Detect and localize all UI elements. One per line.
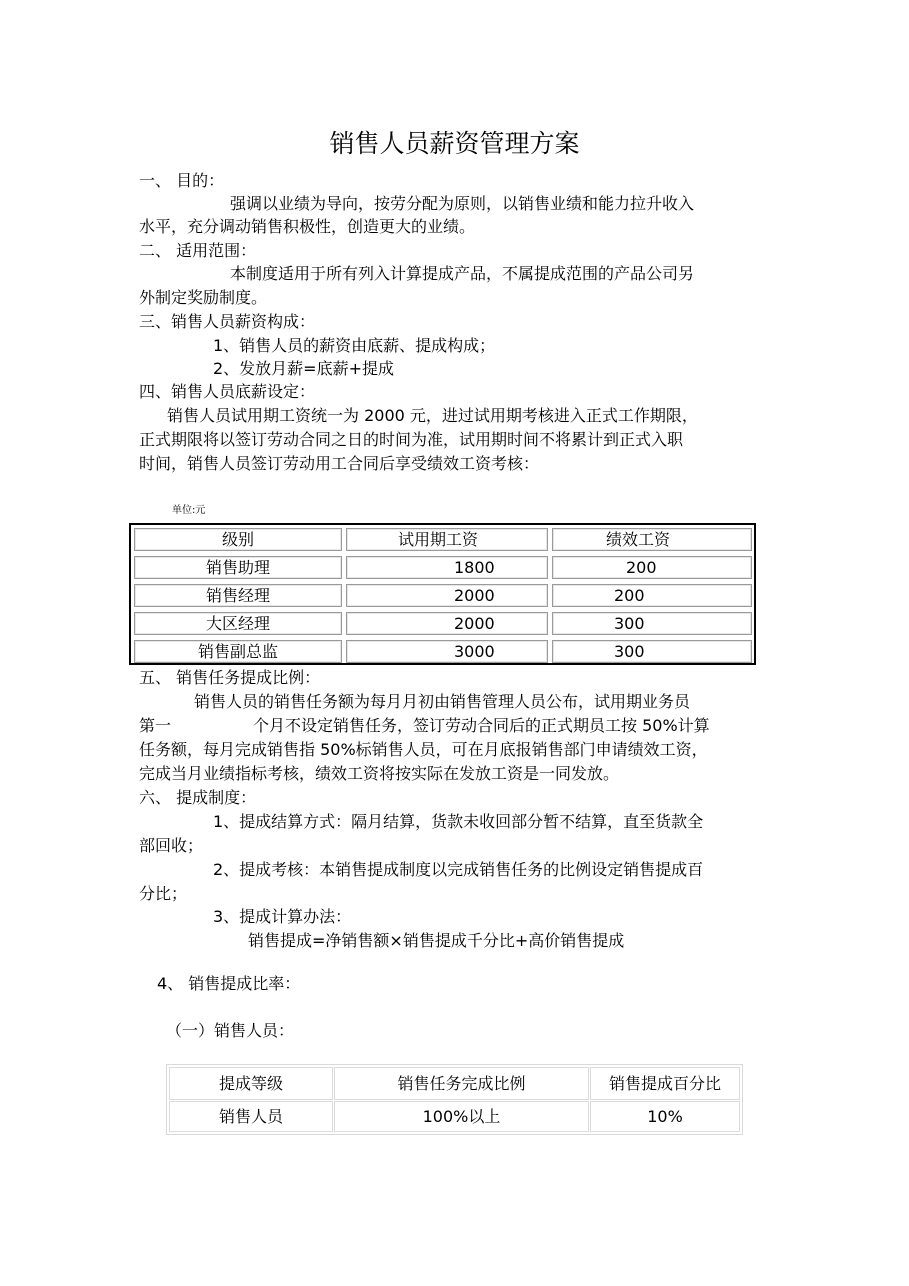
section-5-line-4: 完成当月业绩指标考核，绩效工资将按实际在发放工资是一同发放。 (139, 764, 620, 783)
header-performance-salary: 绩效工资 (552, 528, 752, 551)
header-task-completion: 销售任务完成比例 (334, 1067, 589, 1100)
table-unit-label: 单位:元 (172, 505, 206, 516)
section-4-line-2: 正式期限将以签订劳动合同之日的时间为准，试用期时间不将累计到正式入职 (139, 430, 684, 449)
cell-level: 销售助理 (134, 556, 342, 579)
header-commission-level: 提成等级 (169, 1067, 333, 1100)
section-5-line-2a: 第一 (139, 716, 172, 735)
section-5-heading: 五、 销售任务提成比例： (139, 668, 321, 687)
section-6-line-4: 分比； (139, 884, 188, 903)
section-6-line-1: 1、提成结算方式：隔月结算，货款未收回部分暂不结算，直至货款全 (213, 812, 704, 831)
section-3-item-2: 2、发放月薪=底薪+提成 (213, 359, 394, 378)
section-6-line-5: 3、提成计算办法： (213, 907, 352, 926)
cell-performance-salary: 300 (552, 612, 752, 635)
section-6-line-3: 2、提成考核：本销售提成制度以完成销售任务的比例设定销售提成百 (213, 860, 704, 879)
page-title: 销售人员薪资管理方案 (329, 129, 580, 158)
header-probation-salary: 试用期工资 (346, 528, 548, 551)
section-3-item-1: 1、销售人员的薪资由底薪、提成构成； (213, 336, 496, 355)
section-1-line-1: 强调以业绩为导向，按劳分配为原则，以销售业绩和能力拉升收入 (230, 194, 695, 213)
section-3-heading: 三、销售人员薪资构成： (139, 312, 316, 331)
cell-level: 大区经理 (134, 612, 342, 635)
section-4-line-1: 销售人员试用期工资统一为 2000 元，进过试用期考核进入正式工作期限， (167, 406, 698, 425)
section-1-heading: 一、 目的： (139, 171, 225, 190)
section-5-line-3: 任务额，每月完成销售指 50%标销售人员，可在月底报销售部门申请绩效工资， (139, 740, 708, 759)
section-1-line-2: 水平，充分调动销售积极性，创造更大的业绩。 (139, 217, 476, 236)
cell-probation-salary: 1800 (346, 556, 548, 579)
section-5-line-1: 销售人员的销售任务额为每月月初由销售管理人员公布，试用期业务员 (194, 692, 691, 711)
table-header-row (131, 525, 754, 553)
table-row (131, 609, 754, 637)
header-commission-percent: 销售提成百分比 (590, 1067, 740, 1100)
cell-performance-salary: 200 (552, 556, 752, 579)
table-row (131, 553, 754, 581)
cell-performance-salary: 300 (552, 640, 752, 663)
cell-level: 销售副总监 (134, 640, 342, 663)
section-6-formula: 销售提成=净销售额×销售提成千分比+高价销售提成 (248, 931, 625, 950)
cell-performance-salary: 200 (552, 584, 752, 607)
section-2-line-1: 本制度适用于所有列入计算提成产品，不属提成范围的产品公司另 (230, 264, 695, 283)
section-6-heading: 六、 提成制度： (139, 788, 257, 807)
table-row (131, 581, 754, 609)
table-row (131, 637, 754, 665)
section-7-heading: 4、 销售提成比率： (157, 974, 301, 993)
cell-probation-salary: 2000 (346, 584, 548, 607)
section-7-subheading: （一）销售人员： (166, 1021, 295, 1040)
section-4-heading: 四、销售人员底薪设定： (139, 382, 316, 401)
section-2-heading: 二、 适用范围： (139, 241, 257, 260)
cell-probation-salary: 2000 (346, 612, 548, 635)
section-4-line-3: 时间，销售人员签订劳动用工合同后享受绩效工资考核： (139, 454, 540, 473)
section-6-line-2: 部回收； (139, 836, 204, 855)
header-level: 级别 (134, 528, 342, 551)
salary-table (129, 523, 756, 665)
section-2-line-2: 外制定奖励制度。 (139, 288, 268, 307)
cell-probation-salary: 3000 (346, 640, 548, 663)
cell-commission-percent: 10% (590, 1101, 740, 1132)
section-5-line-2b: 个月不设定销售任务，签订劳动合同后的正式期员工按 50%计算 (253, 716, 710, 735)
cell-task-completion: 100%以上 (334, 1101, 589, 1132)
cell-commission-level: 销售人员 (169, 1101, 333, 1132)
commission-table (166, 1064, 743, 1135)
cell-level: 销售经理 (134, 584, 342, 607)
